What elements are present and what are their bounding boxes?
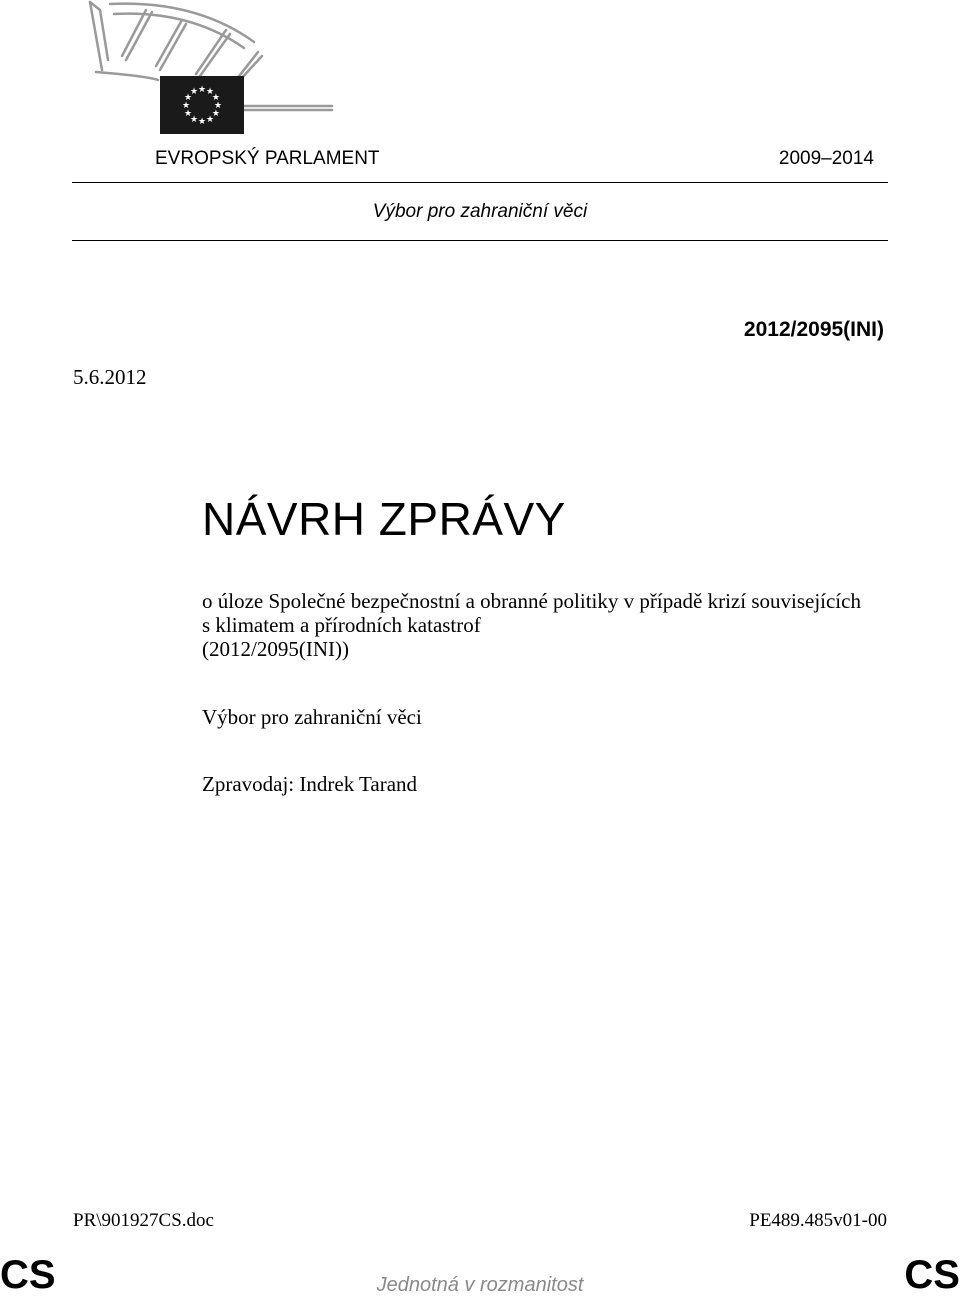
- eu-motto: Jednotná v rozmanitost: [376, 1274, 584, 1296]
- subject-procedure-line: (2012/2095(INI)): [202, 637, 349, 661]
- svg-text:★: ★: [184, 109, 193, 119]
- european-parliament-emblem-icon: [86, 0, 336, 138]
- header-divider: [72, 182, 888, 183]
- document-type-title: NÁVRH ZPRÁVY: [202, 493, 566, 545]
- subject-line: s klimatem a přírodních katastrof: [202, 613, 481, 637]
- rapporteur: Zpravodaj: Indrek Tarand: [202, 772, 418, 796]
- file-reference: PR\901927CS.doc: [73, 1210, 214, 1231]
- subject-line: o úloze Společné bezpečnostní a obranné politiky v případě krizí souvisejících: [202, 589, 861, 613]
- svg-text:★: ★: [189, 114, 199, 125]
- report-subject: [202, 589, 902, 661]
- svg-text:★: ★: [181, 101, 191, 111]
- language-code-right: CS: [904, 1253, 960, 1297]
- header-divider-bottom: [72, 240, 888, 241]
- document-date: 5.6.2012: [73, 365, 147, 389]
- procedure-reference: 2012/2095(INI): [743, 318, 884, 341]
- svg-text:★: ★: [211, 109, 220, 119]
- committee-heading: Výbor pro zahraniční věci: [372, 201, 588, 222]
- institution-name: EVROPSKÝ PARLAMENT: [155, 148, 380, 169]
- svg-text:★: ★: [205, 87, 215, 98]
- svg-text:★: ★: [197, 117, 207, 127]
- svg-text:★: ★: [205, 114, 215, 125]
- svg-text:★: ★: [211, 93, 220, 103]
- svg-text:★: ★: [189, 87, 199, 98]
- pe-reference: PE489.485v01-00: [749, 1210, 887, 1231]
- svg-text:★: ★: [184, 93, 193, 103]
- svg-text:★: ★: [213, 101, 223, 111]
- parliamentary-term: 2009–2014: [778, 148, 874, 169]
- language-code-left: CS: [0, 1253, 56, 1297]
- responsible-committee: Výbor pro zahraniční věci: [202, 705, 422, 729]
- svg-text:★: ★: [197, 85, 207, 95]
